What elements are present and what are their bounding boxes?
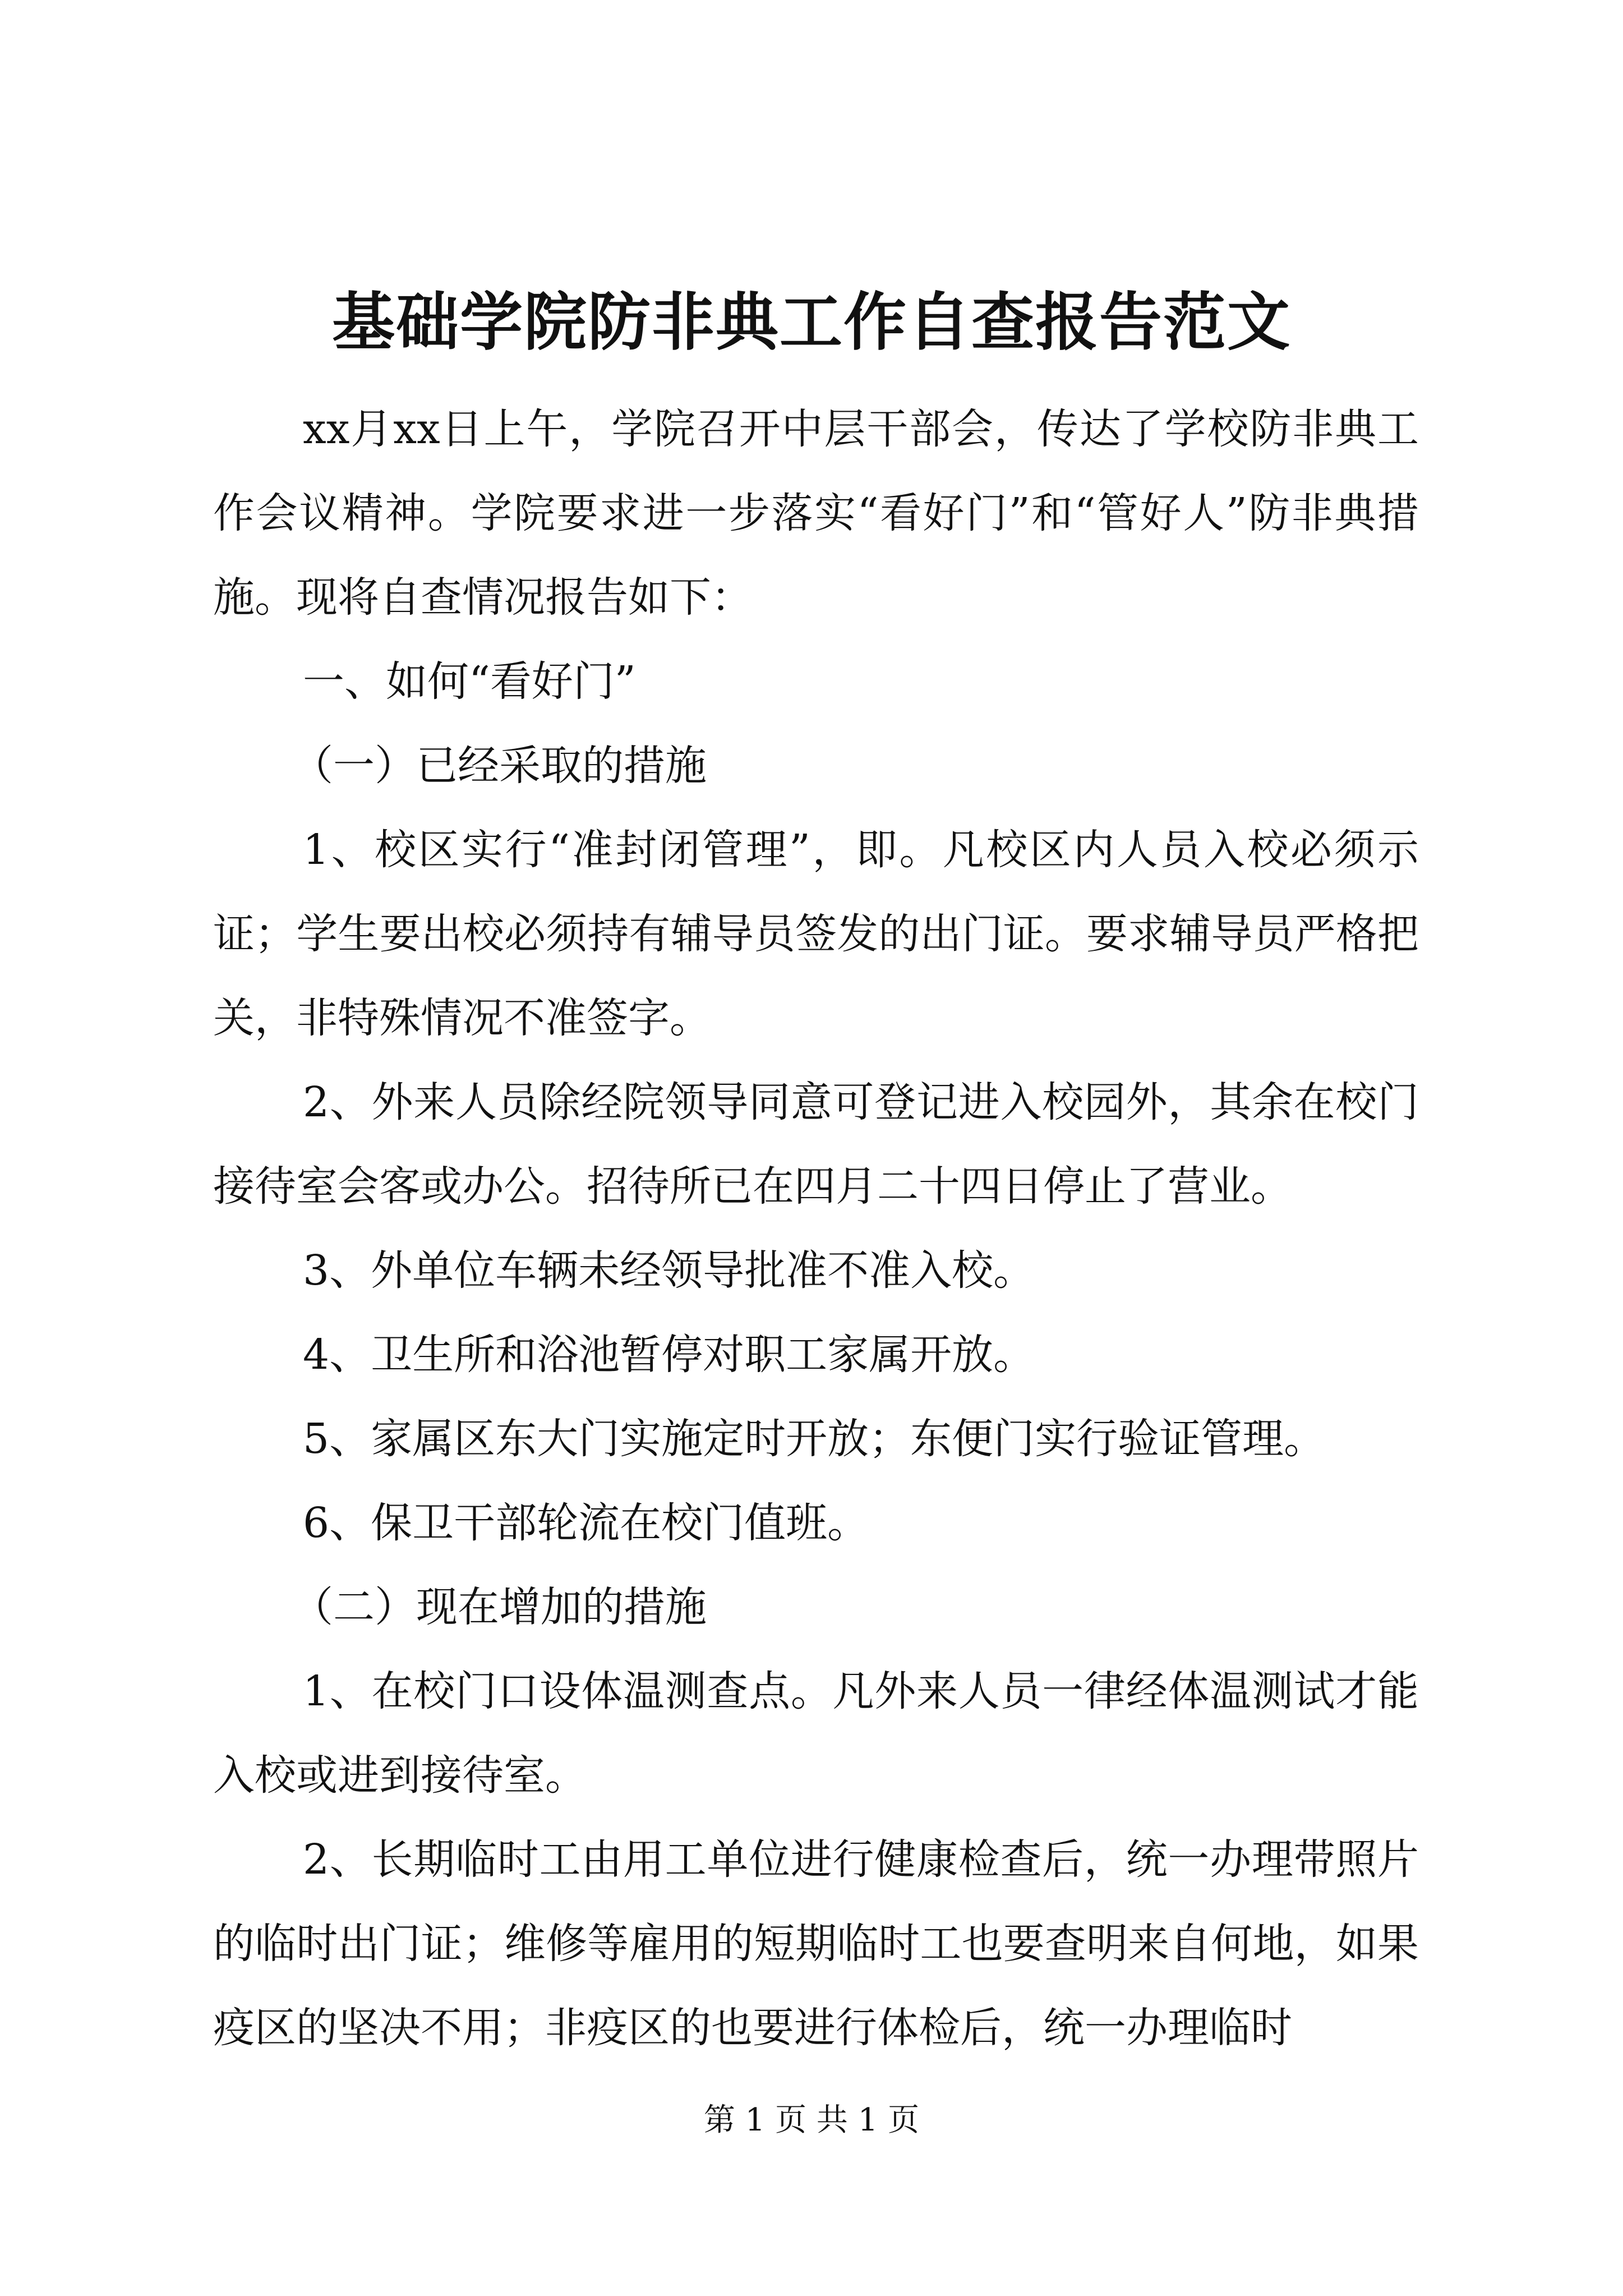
- list-item-2-2: 2、长期临时工由用工单位进行健康检查后，统一办理带照片的临时出门证；维修等雇用的短期临时工也要查明来自何地，如果疫区的坚决不用；非疫区的也要进行体检后，统一办理临时: [213, 1835, 1419, 2052]
- list-item-1-5: 5、家属区东大门实施定时开放；东便门实行验证管理。: [303, 1415, 1326, 1463]
- document-title: 基础学院防非典工作自查报告范文: [332, 286, 1291, 359]
- list-item-2-1: 1、在校门口设体温测查点。凡外来人员一律经体温测试才能入校或进到接待室。: [213, 1667, 1419, 1800]
- paragraph-intro: xx月xx日上午，学院召开中层干部会，传达了学校防非典工作会议精神。学院要求进一步落实“看好门”和“管好人”防非典措施。现将自查情况报告如下：: [213, 405, 1419, 622]
- document-body: [213, 387, 1419, 2070]
- list-item-1-2: 2、外来人员除经院领导同意可登记进入校园外，其余在校门接待室会客或办公。招待所已在四月二十四日停止了营业。: [213, 1078, 1419, 1211]
- list-item-1-3: 3、外单位车辆未经领导批准不准入校。: [303, 1246, 1035, 1295]
- list-item-1-4: 4、卫生所和浴池暂停对职工家属开放。: [303, 1331, 1035, 1379]
- page-footer: 第 1 页 共 1 页: [703, 2102, 920, 2138]
- subsection-heading-1: （一）已经采取的措施: [292, 742, 707, 790]
- subsection-heading-2: （二）现在增加的措施: [292, 1583, 707, 1631]
- list-item-1-1: 1、校区实行“准封闭管理”，即。凡校区内人员入校必须示证；学生要出校必须持有辅导员签发的出门证。要求辅导员严格把关，非特殊情况不准签字。: [213, 826, 1419, 1042]
- section-heading-1: 一、如何“看好门”: [303, 657, 636, 706]
- list-item-1-6: 6、保卫干部轮流在校门值班。: [303, 1499, 869, 1547]
